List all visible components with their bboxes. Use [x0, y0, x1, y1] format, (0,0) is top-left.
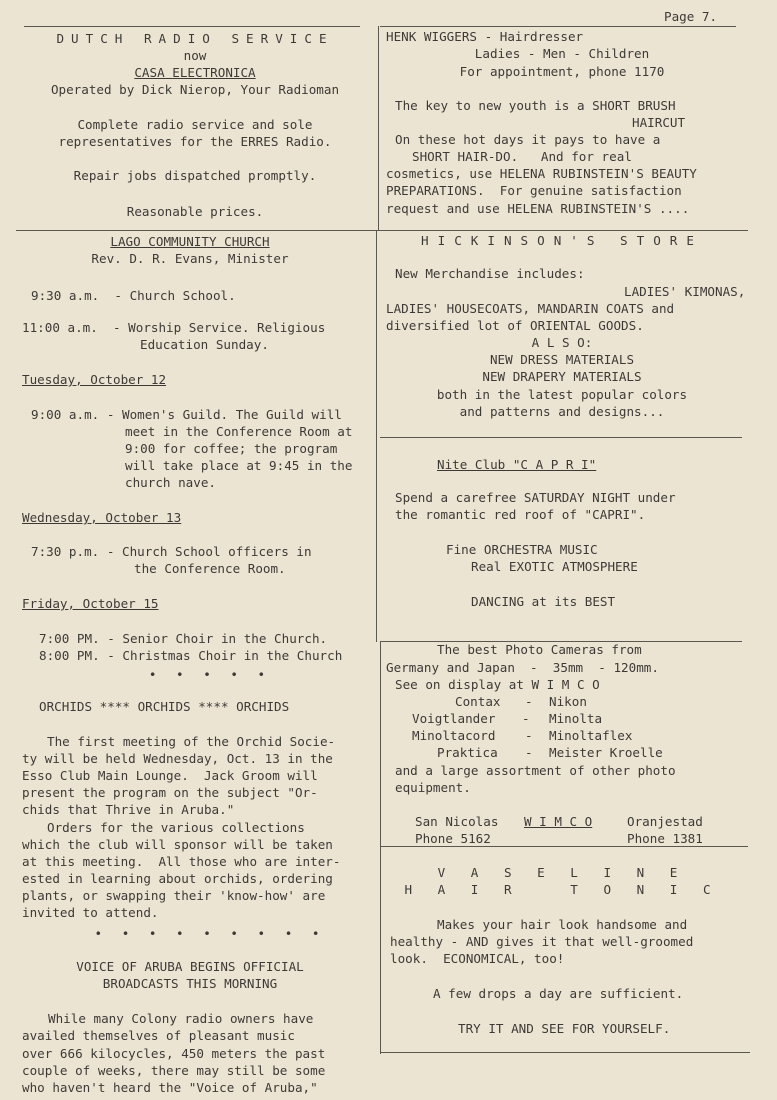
- camera-brand: Minoltaflex: [549, 728, 633, 743]
- wimco-branch: San Nicolas: [415, 814, 499, 829]
- camera-dash: -: [525, 728, 533, 743]
- dutch-radio-line: Complete radio service and sole: [77, 117, 313, 132]
- vaseline-line: Makes your hair look handsome and: [437, 917, 688, 932]
- orchids-line: plants, or swapping their 'know-how' are: [22, 888, 326, 903]
- wimco-line: and a large assortment of other photo: [395, 763, 676, 778]
- orchids-title: ORCHIDS **** ORCHIDS **** ORCHIDS: [39, 699, 290, 714]
- top-rule-right: [380, 26, 736, 27]
- dutch-radio-line: representatives for the ERRES Radio.: [58, 134, 332, 149]
- voice-title: BROADCASTS THIS MORNING: [102, 976, 278, 991]
- orchids-line: which the club will sponsor will be taken: [22, 837, 333, 852]
- orchids-line: chids that Thrive in Aruba.": [22, 802, 235, 817]
- dutch-radio-operated: Operated by Dick Nierop, Your Radioman: [50, 82, 340, 97]
- henk-line: PREPARATIONS. For genuine satisfaction: [386, 183, 682, 198]
- henk-line: cosmetics, use HELENA RUBINSTEIN'S BEAUTY: [386, 166, 697, 181]
- wimco-line: The best Photo Cameras from: [437, 642, 642, 657]
- wimco-line: Germany and Japan - 35mm - 120mm.: [386, 660, 659, 675]
- hickinson-line: NEW DRAPERY MATERIALS: [482, 369, 642, 384]
- orchids-line: present the program on the subject "Or-: [22, 785, 318, 800]
- church-schedule: 9:00 a.m. - Women's Guild. The Guild will: [31, 407, 342, 422]
- bottom-rule-right: [380, 1052, 750, 1053]
- henk-line: The key to new youth is a SHORT BRUSH: [395, 98, 676, 113]
- camera-dash: -: [522, 711, 530, 726]
- vaseline-line: TRY IT AND SEE FOR YOURSELF.: [458, 1021, 671, 1036]
- church-day-heading: Tuesday, October 12: [22, 372, 167, 387]
- henk-line: For appointment, phone 1170: [459, 64, 665, 79]
- wimco-name: W I M C O: [524, 814, 593, 829]
- column-divider-bottom: [380, 642, 381, 1054]
- church-schedule: 9:00 for coffee; the program: [125, 441, 338, 456]
- camera-brand: Praktica: [437, 745, 498, 760]
- church-schedule: 9:30 a.m. - Church School.: [31, 288, 236, 303]
- voice-title: VOICE OF ARUBA BEGINS OFFICIAL: [76, 959, 304, 974]
- orchids-dots: • • • • • • • • •: [94, 926, 326, 941]
- church-schedule: 11:00 a.m. - Worship Service. Religious: [22, 320, 326, 335]
- vaseline-line: A few drops a day are sufficient.: [433, 986, 684, 1001]
- dutch-radio-line: Reasonable prices.: [126, 204, 264, 219]
- church-schedule: 7:30 p.m. - Church School officers in: [31, 544, 312, 559]
- henk-title: HENK WIGGERS - Hairdresser: [386, 29, 584, 44]
- dutch-radio-title: DUTCH RADIO SERVICE: [56, 31, 334, 46]
- capri-title: Nite Club "C A P R I": [437, 457, 597, 472]
- wimco-phone: Phone 5162: [415, 831, 491, 846]
- church-schedule: church nave.: [125, 475, 216, 490]
- camera-brand: Contax: [455, 694, 501, 709]
- orchids-line: Esso Club Main Lounge. Jack Groom will: [22, 768, 318, 783]
- hickinson-line: and patterns and designs...: [459, 404, 665, 419]
- henk-line: On these hot days it pays to have a: [395, 132, 661, 147]
- capri-line: Real EXOTIC ATMOSPHERE: [471, 559, 638, 574]
- camera-dash: -: [525, 745, 533, 760]
- section-divider-1: [16, 230, 748, 231]
- capri-line: the romantic red roof of "CAPRI".: [395, 507, 646, 522]
- page-number: Page 7.: [664, 9, 718, 24]
- orchids-line: Orders for the various collections: [47, 820, 305, 835]
- capri-line: Spend a carefree SATURDAY NIGHT under: [395, 490, 676, 505]
- camera-brand: Minolta: [549, 711, 603, 726]
- camera-brand: Minoltacord: [412, 728, 496, 743]
- dutch-radio-name: CASA ELECTRONICA: [134, 65, 256, 80]
- camera-brand: Nikon: [549, 694, 587, 709]
- vaseline-line: healthy - AND gives it that well-groomed: [390, 934, 694, 949]
- orchids-line: The first meeting of the Orchid Socie-: [47, 734, 336, 749]
- church-schedule: 7:00 PM. - Senior Choir in the Church.: [39, 631, 328, 646]
- wimco-phone: Phone 1381: [627, 831, 703, 846]
- capri-line: Fine ORCHESTRA MUSIC: [446, 542, 598, 557]
- voice-line: While many Colony radio owners have: [48, 1011, 314, 1026]
- dutch-radio-now: now: [183, 48, 207, 63]
- church-day-heading: Friday, October 15: [22, 596, 159, 611]
- camera-brand: Voigtlander: [412, 711, 496, 726]
- orchids-line: at this meeting. All those who are inter-: [22, 854, 341, 869]
- church-schedule: will take place at 9:45 in the: [125, 458, 353, 473]
- henk-line: SHORT HAIR-DO. And for real: [412, 149, 632, 164]
- hickinson-title: HICKINSON'S STORE: [421, 233, 703, 248]
- church-schedule: the Conference Room.: [134, 561, 286, 576]
- divider-hickinson-capri: [380, 437, 742, 438]
- hickinson-line: both in the latest popular colors: [436, 387, 688, 402]
- hickinson-line: LADIES' HOUSECOATS, MANDARIN COATS and: [386, 301, 675, 316]
- camera-brand: Meister Kroelle: [549, 745, 663, 760]
- voice-line: couple of weeks, there may still be some: [22, 1063, 326, 1078]
- voice-line: availed themselves of pleasant music: [22, 1028, 295, 1043]
- church-title: LAGO COMMUNITY CHURCH: [110, 234, 270, 249]
- hickinson-line: diversified lot of ORIENTAL GOODS.: [386, 318, 644, 333]
- voice-line: over 666 kilocycles, 450 meters the past: [22, 1046, 326, 1061]
- hickinson-line: New Merchandise includes:: [395, 266, 585, 281]
- orchids-line: ested in learning about orchids, ordering: [22, 871, 333, 886]
- church-minister: Rev. D. R. Evans, Minister: [91, 251, 289, 266]
- top-rule-left: [24, 26, 360, 27]
- camera-dash: -: [525, 694, 533, 709]
- church-schedule: meet in the Conference Room at: [125, 424, 353, 439]
- henk-line: HAIRCUT: [632, 115, 686, 130]
- voice-line: who haven't heard the "Voice of Aruba,": [22, 1080, 318, 1095]
- church-schedule: Education Sunday.: [140, 337, 269, 352]
- hickinson-line: NEW DRESS MATERIALS: [489, 352, 635, 367]
- capri-line: DANCING at its BEST: [471, 594, 616, 609]
- church-dots: • • • • •: [148, 667, 272, 682]
- church-day-heading: Wednesday, October 13: [22, 510, 182, 525]
- orchids-line: invited to attend.: [22, 905, 159, 920]
- orchids-line: ty will be held Wednesday, Oct. 13 in the: [22, 751, 333, 766]
- hickinson-line: LADIES' KIMONAS,: [624, 284, 746, 299]
- column-divider-top: [378, 26, 379, 230]
- wimco-branch: Oranjestad: [627, 814, 703, 829]
- column-divider-mid: [376, 230, 377, 642]
- henk-line: Ladies - Men - Children: [474, 46, 650, 61]
- dutch-radio-line: Repair jobs dispatched promptly.: [73, 168, 317, 183]
- henk-line: request and use HELENA RUBINSTEIN'S ....: [386, 201, 690, 216]
- vaseline-title: V A S E L I N E: [437, 865, 687, 880]
- wimco-line: equipment.: [395, 780, 471, 795]
- wimco-line: See on display at W I M C O: [395, 677, 600, 692]
- vaseline-line: look. ECONOMICAL, too!: [390, 951, 565, 966]
- church-schedule: 8:00 PM. - Christmas Choir in the Church: [39, 648, 343, 663]
- vaseline-title: H A I R T O N I C: [404, 882, 720, 897]
- hickinson-line: A L S O:: [531, 335, 593, 350]
